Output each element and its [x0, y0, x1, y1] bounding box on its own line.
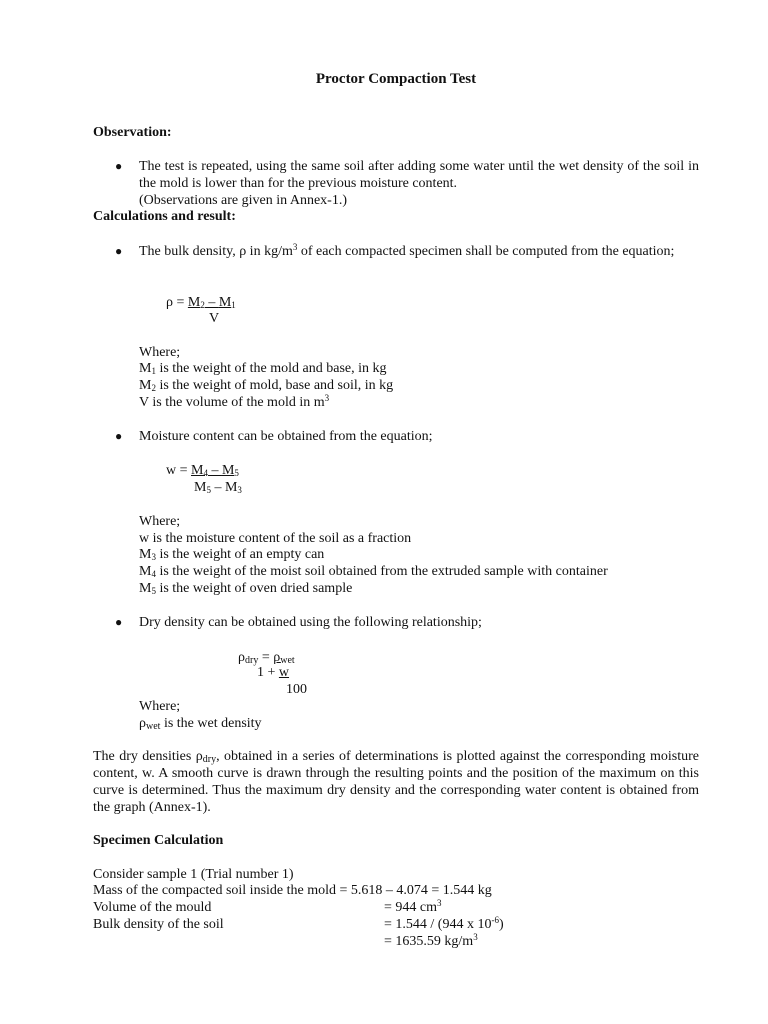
bulk-density-text-b: of each compacted specimen shall be computed from the equation;	[297, 244, 675, 259]
eq3-hundred: 100	[286, 682, 307, 697]
wet-rho: ρ	[139, 716, 146, 731]
eq1-denominator: V	[209, 311, 220, 326]
eq1-minus: –	[204, 295, 219, 310]
where-label: Where;	[139, 514, 181, 529]
bulk-density-result	[384, 933, 478, 950]
definition-wet-density	[139, 715, 262, 732]
definition-v	[139, 394, 329, 411]
m3-text: is the weight of an empty can	[155, 547, 325, 562]
bulk-value-b: )	[498, 917, 504, 932]
bulk-density-sup: 3	[292, 242, 298, 252]
bullet-dot: ●	[115, 429, 123, 443]
eq2-numerator	[191, 463, 239, 478]
dry-density-paragraph	[93, 748, 699, 816]
where-label: Where;	[139, 345, 181, 360]
eq2-d3: M	[224, 480, 238, 495]
eq3-rho: ρ	[238, 650, 245, 665]
bulk-value-a: = 1.544 / (944 x 10	[384, 917, 492, 932]
bulk-density-label: Bulk density of the soil	[93, 917, 224, 932]
m1-text: is the weight of the mold and base, in kg	[155, 361, 387, 376]
eq3-one-plus: 1 +	[257, 665, 279, 680]
bulk-density-text-a: The bulk density, ρ in kg/m	[139, 244, 293, 259]
observation-note: (Observations are given in Annex-1.)	[139, 193, 347, 208]
definition-m3	[139, 546, 324, 563]
where-label: Where;	[139, 699, 181, 714]
volume-value-text: = 944 cm	[384, 900, 437, 915]
bulk-result-sup: 3	[473, 932, 478, 942]
m2-symbol: M	[139, 378, 152, 393]
eq2-lhs: w =	[166, 463, 192, 478]
v-text: V is the volume of the mold in m	[139, 395, 325, 410]
m2-text: is the weight of mold, base and soil, in kg	[155, 378, 394, 393]
m4-sub: 4	[151, 569, 156, 579]
m5-symbol: M	[139, 581, 152, 596]
eq1-m1: M	[218, 295, 232, 310]
bulk-density-text	[139, 243, 699, 260]
m3-sub: 3	[151, 552, 156, 562]
bulk-result-text: = 1635.59 kg/m	[384, 934, 474, 949]
specimen-line2: Mass of the compacted soil inside the mold = 5.618 – 4.074 = 1.544 kg	[93, 883, 492, 898]
wet-text: is the wet density	[160, 716, 262, 731]
bullet-dot: ●	[115, 244, 123, 258]
eq1-m2-sub: 2	[200, 300, 205, 310]
eq2-d3-sub: 3	[237, 485, 242, 495]
paragraph-part1: The dry densities ρ	[93, 749, 203, 764]
observation-text: The test is repeated, using the same soil after adding some water until the wet density of the soil in the mold is lower than for the previous moisture content.	[139, 159, 699, 191]
eq3-denominator	[257, 664, 289, 681]
definition-m1	[139, 360, 387, 377]
eq1-m2: M	[187, 295, 201, 310]
m4-text: is the weight of the moist soil obtained from the extruded sample with container	[155, 564, 608, 579]
bullet-dot: ●	[115, 159, 123, 173]
m1-sub: 1	[151, 366, 156, 376]
eq3-dry-sub: dry	[245, 655, 259, 666]
bulk-density-equation	[166, 294, 236, 311]
eq2-minus: –	[207, 463, 222, 478]
eq3-w: w	[278, 665, 290, 680]
eq2-d5-sub: 5	[206, 485, 211, 495]
bulk-density-value	[384, 916, 504, 933]
v-sup: 3	[324, 393, 330, 403]
eq3-wet-sub: wet	[280, 655, 295, 666]
specimen-heading: Specimen Calculation	[93, 833, 224, 848]
page-title: Proctor Compaction Test	[315, 71, 477, 87]
specimen-line1: Consider sample 1 (Trial number 1)	[93, 867, 294, 882]
eq2-m4: M	[191, 463, 204, 478]
eq1-m1-sub: 1	[231, 300, 236, 310]
observation-heading: Observation:	[93, 125, 172, 140]
m2-sub: 2	[151, 383, 156, 393]
definition-m2	[139, 377, 393, 394]
eq2-dminus: –	[210, 480, 225, 495]
eq2-m5-sub: 5	[234, 468, 239, 478]
volume-sup: 3	[437, 898, 442, 908]
paragraph-part2: , obtained in a series of determinations is plotted against the corresponding moisture content, w. A smooth curve is drawn through the resulting points and the position of the maximum on this curve is determined. Thus the maximum dry density and the corresponding water content is obtained from the graph (Annex-1).	[93, 749, 699, 815]
eq3-rho-wet: ρ	[273, 650, 281, 665]
m1-symbol: M	[139, 361, 152, 376]
m5-text: is the weight of oven dried sample	[155, 581, 353, 596]
eq2-m4-sub: 4	[203, 468, 208, 478]
eq2-d5: M	[194, 480, 207, 495]
eq1-numerator	[188, 295, 236, 310]
bullet-dot: ●	[115, 615, 123, 629]
eq2-denominator	[194, 479, 242, 496]
definition-m5	[139, 580, 352, 597]
bulk-sup: -6	[491, 915, 499, 925]
moisture-content-text: Moisture content can be obtained from the equation;	[139, 429, 433, 444]
m3-symbol: M	[139, 547, 152, 562]
definition-m4	[139, 563, 608, 580]
volume-label: Volume of the mould	[93, 900, 212, 915]
definition-w: w is the moisture content of the soil as a fraction	[139, 531, 412, 546]
moisture-equation	[166, 462, 239, 479]
calculations-heading: Calculations and result:	[93, 209, 236, 224]
dry-density-text: Dry density can be obtained using the following relationship;	[139, 615, 482, 630]
m4-symbol: M	[139, 564, 152, 579]
eq1-lhs: ρ =	[166, 295, 188, 310]
paragraph-dry-sub: dry	[202, 754, 217, 765]
m5-sub: 5	[151, 586, 156, 596]
volume-value	[384, 899, 442, 916]
eq2-m5: M	[221, 463, 235, 478]
wet-sub: wet	[146, 721, 161, 732]
eq3-equals: =	[258, 650, 274, 665]
eq3-numerator	[273, 650, 294, 665]
